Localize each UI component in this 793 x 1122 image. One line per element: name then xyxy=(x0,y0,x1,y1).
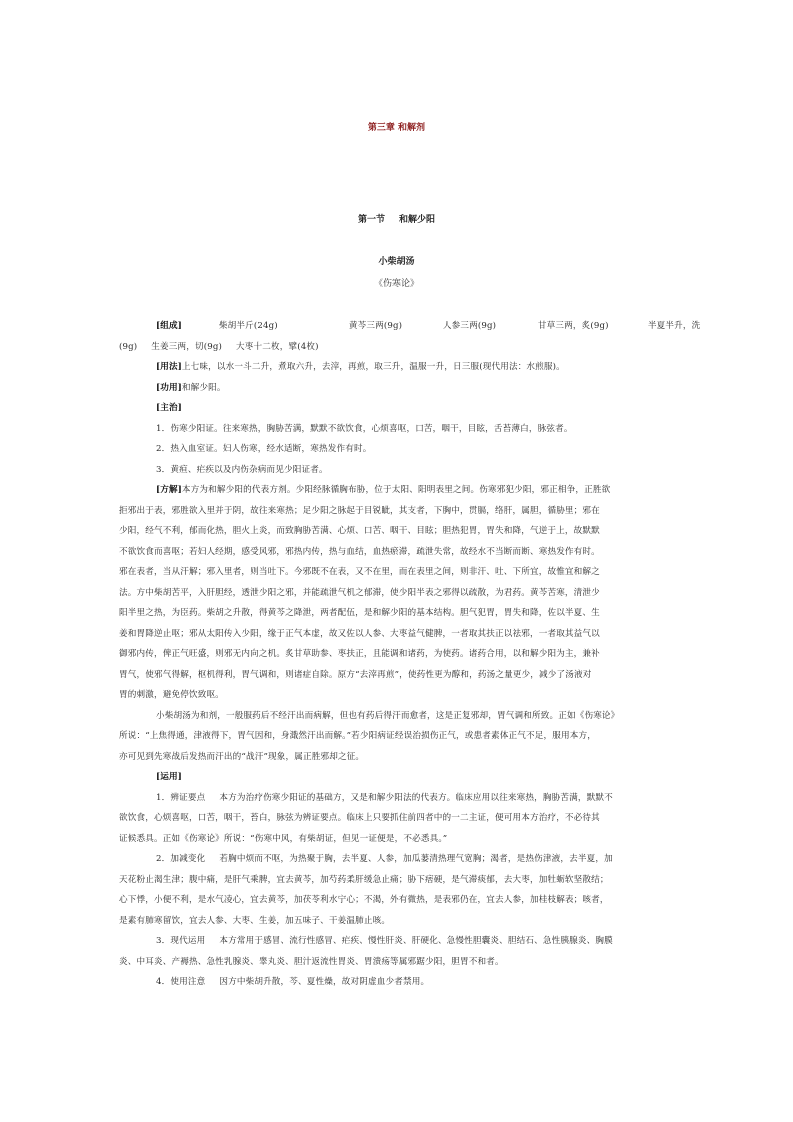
composition-line-1 xyxy=(119,316,701,337)
ingredient: 大枣十二枚，擘(4枚) xyxy=(236,341,319,352)
effect-line xyxy=(119,378,679,399)
effect-text: 和解少阳。 xyxy=(181,382,226,393)
application-line: 心下悸，小便不利，是水气凌心，宜去黄芩，加茯苓利水宁心；不渴，外有微热，是表邪仍在，宜去人参，加桂枝解表；咳者， xyxy=(119,895,609,905)
indication-item: 1．伤寒少阳证。往来寒热，胸胁苦满，默默不欲饮食，心烦喜呕，口苦，咽干，目眩，舌苔薄白，脉弦者。 xyxy=(156,423,573,434)
indications-tag: [主治] xyxy=(156,403,182,413)
application-line: 证候悉具。正如《伤寒论》所说：“伤寒中风，有柴胡证，但见一证便是，不必悉具。” xyxy=(119,833,448,844)
document-body xyxy=(119,316,701,993)
ingredient: 柴胡半斤(24g) xyxy=(218,321,278,331)
analysis-line: 阳半里之热，为臣药。柴胡之升散，得黄芩之降泄，两者配伍，是和解少阳的基本结构。胆气犯胃，胃失和降，佐以半夏、生 xyxy=(119,608,600,618)
application-item-heading: 2．加减变化 xyxy=(156,854,206,864)
paragraph-line: 所说：“上焦得通，津液得下，胃气因和，身濈然汗出而解。”若少阳病证经误治损伤正气，或患者素体正气不足，服用本方， xyxy=(119,731,596,741)
application-line xyxy=(119,931,679,952)
analysis-line: 胃的刺激，避免停饮致呕。 xyxy=(119,690,224,700)
application-line xyxy=(119,849,679,870)
analysis-text: 本方为和解少阳的代表方剂。少阳经脉循胸布胁，位于太阳、阳明表里之间。伤寒邪犯少阳，邪正相争，正胜欲 xyxy=(181,485,611,495)
analysis-line: 拒邪出于表，邪胜欲入里并于阴，故往来寒热；足少阳之脉起于目锐眦，其支者，下胸中，贯膈，络肝，属胆，循胁里；邪在 xyxy=(119,505,600,516)
ingredient: 甘草三两，炙(9g) xyxy=(537,321,609,331)
section-heading xyxy=(0,212,793,225)
application-heading xyxy=(119,767,679,788)
application-line xyxy=(119,788,679,809)
section-title: 和解少阳 xyxy=(399,215,436,225)
usage-text: 上七味，以水一斗二升，煮取六升，去滓，再煎，取三升，温服一升，日三服(现代用法：水煎服)。 xyxy=(181,362,565,372)
paragraph-line: 小柴胡汤为和剂，一般服药后不经汗出而病解，但也有药后得汗而愈者，这是正复邪却，胃气调和所致。正如《伤寒论》 xyxy=(156,710,620,721)
ingredient: 生姜三两，切(9g) xyxy=(151,341,223,352)
analysis-line xyxy=(119,480,679,501)
analysis-line: 胃气，使邪气得解，枢机得利，胃气调和，则诸症自除。原方“去滓再煎”，使药性更为醇和，药汤之量更少，减少了汤液对 xyxy=(119,669,592,680)
indication-item: 3．黄疸、疟疾以及内伤杂病而见少阳证者。 xyxy=(156,464,328,475)
ingredient: 黄芩三两(9g) xyxy=(348,321,403,331)
paragraph-line: 亦可见到先寒战后发热而汗出的“战汗”现象，属正胜邪却之征。 xyxy=(119,751,365,762)
usage-tag: [用法] xyxy=(156,362,182,372)
analysis-tag: [方解] xyxy=(156,485,182,495)
application-line: 是素有肺寒留饮，宜去人参、大枣、生姜，加五味子、干姜温肺止咳。 xyxy=(119,915,391,926)
effect-tag: [功用] xyxy=(156,382,182,393)
composition-line-2 xyxy=(119,337,679,358)
ingredient-dose: (9g) xyxy=(119,341,138,352)
application-text: 本方常用于感冒、流行性感冒、疟疾、慢性肝炎、肝硬化、急慢性胆囊炎、胆结石、急性胰腺炎、胸膜 xyxy=(219,936,613,946)
ingredient: 人参三两(9g) xyxy=(442,321,497,331)
application-line: 炎、中耳炎、产褥热、急性乳腺炎、睾丸炎、胆汁返流性胃炎、胃溃疡等属邪踞少阳，胆胃不和者。 xyxy=(119,956,504,967)
application-line: 欲饮食，心烦喜呕，口苦，咽干，苔白，脉弦为辨证要点。临床上只要抓住前四者中的一二主证，便可用本方治疗，不必待其 xyxy=(119,813,600,823)
analysis-line: 御邪内传，俾正气旺盛，则邪无内向之机。炙甘草助参、枣扶正，且能调和诸药，为使药。诸药合用，以和解少阳为主，兼补 xyxy=(119,649,600,659)
composition-tag: [组成] xyxy=(156,321,182,331)
application-line xyxy=(119,972,679,993)
application-line: 天花粉止渴生津；腹中痛，是肝气乘脾，宜去黄芩，加芍药柔肝缓急止痛；胁下痞硬，是气滞痰郁，去大枣，加牡蛎软坚散结； xyxy=(119,874,609,885)
application-item-heading: 4．使用注意 xyxy=(156,977,206,987)
indication-item: 2．热入血室证。妇人伤寒，经水适断，寒热发作有时。 xyxy=(156,444,372,454)
analysis-line: 邪在表者，当从汗解；邪入里者，则当吐下。今邪既不在表，又不在里，而在表里之间，则非汗、吐、下所宜，故惟宜和解之 xyxy=(119,567,600,577)
application-text: 本方为治疗伤寒少阳证的基础方，又是和解少阳法的代表方。临床应用以往来寒热，胸胁苦满，默默不 xyxy=(219,792,613,803)
ingredient: 半夏半升，洗 xyxy=(647,321,701,331)
analysis-line: 不欲饮食而喜呕；若妇人经期，感受风邪，邪热内传，热与血结，血热瘀滞，疏泄失常，故经水不当断而断、寒热发作有时。 xyxy=(119,546,600,557)
application-tag: [运用] xyxy=(156,772,182,782)
analysis-line: 姜和胃降逆止呕；邪从太阳传入少阳，缘于正气本虚，故又佐以人参、大枣益气健脾，一者取其扶正以祛邪，一者取其益气以 xyxy=(119,628,600,639)
application-text: 若胸中烦而不呕，为热聚于胸，去半夏、人参，加瓜蒌清热理气宽胸；渴者，是热伤津液，去半夏，加 xyxy=(219,854,613,864)
application-item-heading: 1．辨证要点 xyxy=(156,792,206,803)
formula-source: 《伤寒论》 xyxy=(373,279,419,289)
chapter-title: 第三章 和解剂 xyxy=(367,123,426,133)
section-label: 第一节 xyxy=(357,215,385,225)
analysis-line: 法。方中柴胡苦平，入肝胆经，透泄少阳之邪，并能疏泄气机之郁滞，使少阳半表之邪得以疏散，为君药。黄芩苦寒，清泄少 xyxy=(119,587,600,598)
application-text: 因方中柴胡升散，芩、夏性燥，故对阴虚血少者禁用。 xyxy=(219,977,430,987)
indications-heading xyxy=(119,398,679,419)
usage-line xyxy=(119,357,679,378)
analysis-line: 少阳，经气不利，郁而化热，胆火上炎，而致胸胁苦满、心烦、口苦、咽干、目眩；胆热犯胃，胃失和降，气逆于上，故默默 xyxy=(119,526,600,536)
formula-name: 小柴胡汤 xyxy=(378,257,415,267)
application-item-heading: 3．现代运用 xyxy=(156,936,206,946)
